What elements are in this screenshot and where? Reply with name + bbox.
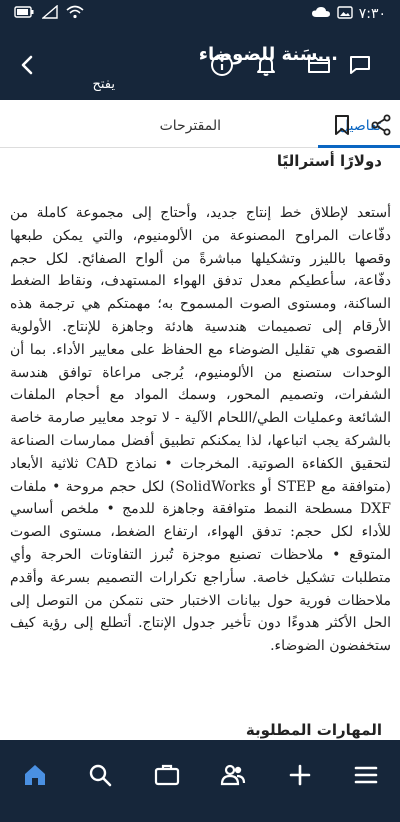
wifi-icon — [66, 5, 84, 23]
tab-bar — [0, 100, 400, 148]
cloud-icon — [311, 6, 331, 22]
page-subtitle: يفتح — [92, 77, 115, 92]
system-gesture-bar — [0, 812, 400, 822]
bookmark-icon[interactable] — [331, 114, 353, 136]
status-icons-right — [311, 6, 386, 23]
budget-heading: دولارًا أستراليًا — [276, 152, 382, 170]
message-icon[interactable] — [348, 53, 372, 77]
plus-icon[interactable] — [287, 762, 313, 788]
people-icon[interactable] — [220, 762, 246, 788]
status-bar — [0, 0, 400, 28]
home-icon[interactable] — [22, 762, 48, 788]
tab-suggestions[interactable]: المقترحات — [159, 118, 221, 134]
status-icons-left — [14, 5, 84, 23]
app-bar — [0, 28, 400, 100]
menu-icon[interactable] — [353, 762, 379, 788]
tab-details[interactable]: تفاصيل — [339, 118, 381, 134]
page-title: ...سَنة للضوضاء — [198, 44, 338, 65]
status-time: ٧:٣٠ — [358, 6, 386, 22]
image-icon — [337, 6, 353, 23]
search-icon[interactable] — [87, 762, 113, 788]
job-details-content[interactable] — [0, 149, 400, 740]
battery-icon — [14, 6, 34, 22]
required-skills-heading: المهارات المطلوبة — [245, 721, 382, 739]
active-tab-indicator — [318, 145, 400, 148]
bottom-nav — [0, 740, 400, 812]
job-description: أستعد لإطلاق خط إنتاج جديد، وأحتاج إلى مجموعة كاملة من دفّاعات المراوح المصنوعة من الألومنيوم، والتي يمكن طبعها وقصها بالليزر وتشكيلها مباشرةً من ألواح الصفائح. لكل حجم دفّاعة، سأعطيكم معدل تدفق الهواء المستهدف، ونقاط الضغط الساكنة، ومستوى الصوت المسموح به؛ مهمتكم هي ترجمة هذه الأرقام إلى تصميمات هندسية هادئة وجاهزة للإنتاج. الأولوية القصوى هي تقليل الضوضاء مع الحفاظ على معايير الأداء. بما أن الوحدات ستصنع من الألومنيوم، يُرجى مراعاة توافق هندسة الشفرات، وتصميم المحور، وسمك المواد مع أحجام الملفات الشائعة وعمليات الطي/اللحام الآلية - لا توجد معايير صارمة خاصة بالشركة يجب اتباعها، لذا يمكنكم تطبيق أفضل ممارسات الصناعة لتحقيق الكفاءة الصوتية. المخرجات • نماذج CAD ثلاثية الأبعاد (متوافقة مع STEP أو SolidWorks) لكل حجم مروحة • ملفات DXF مسطحة النمط متوافقة وجاهزة للدمج • ملخص أساسي للأداء لكل حجم: تدفق الهواء، ارتفاع الضغط، مستوى الصوت المتوقع • ملاحظات تصنيع موجزة تُبرز التفاوتات الحرجة وأي متطلبات تشكيل خاصة. سأراجع تكرارات التصميم بسرعة وأقدم ملاحظات فورية حول بيانات الاختبار حتى نتمكن من التوصل إلى الحل الأكثر هدوءًا دون تأخير جدول الإنتاج. أتطلع إلى رؤية كيف ستخفضون الضوضاء. — [10, 205, 391, 655]
share-icon[interactable] — [370, 114, 392, 136]
signal-icon — [42, 5, 58, 23]
back-arrow-icon[interactable] — [16, 53, 40, 77]
briefcase-icon[interactable] — [154, 762, 180, 788]
